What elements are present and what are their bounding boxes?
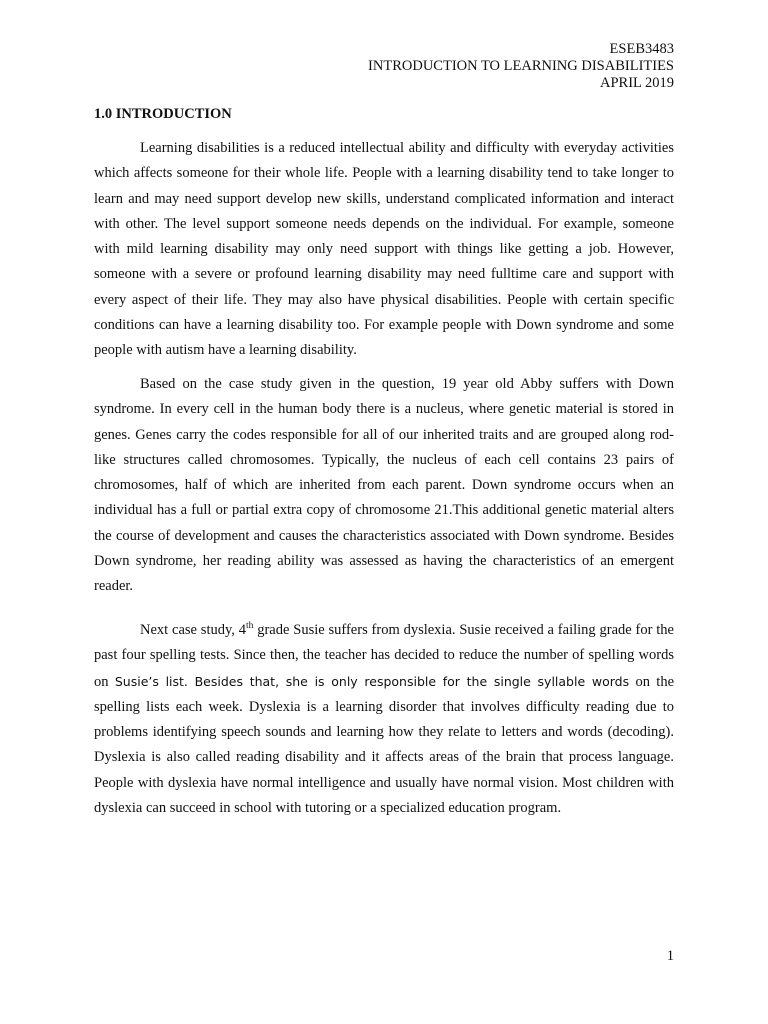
paragraph-dyslexia-part-b: Susie’s list. Besides that, she is only responsible for the single syllable words (114, 673, 630, 689)
grade-ordinal-suffix: th (246, 621, 254, 632)
page-number: 1 (666, 948, 674, 964)
paragraph-learning-disabilities: Learning disabilities is a reduced intellectual ability and difficulty with everyday activities which affects someone for their whole life. People with a learning disability tend to take longer to learn and may need support develop new skills, understand complicated information and interact with other. The level support someone needs depends on the individual. For example, someone with mild learning disability may only need support with things like getting a job. However, someone with a severe or profound learning disability may need fulltime care and support with every aspect of their life. They may also have physical disabilities. People with certain specific conditions can have a learning disability too. For example people with Down syndrome and some people with autism have a learning disability. (94, 140, 674, 359)
grade-number: 4 (238, 622, 246, 638)
paragraph-dyslexia-part-a: grade Susie suffers from dyslexia. Susie received a failing grade for the past four spelling tests. Since then, the teacher has decided to reduce the number of spelling words on (94, 622, 674, 690)
course-code: ESEB3483 (609, 41, 674, 57)
page-header (368, 41, 674, 92)
paragraph-dyslexia-part-c: on the spelling lists each week. Dyslexia is a learning disorder that involves difficulty reading due to problems identifying speech sounds and learning how they relate to letters and words (decoding). Dyslexia is also called reading disability and it affects areas of the brain that process language. People with dyslexia have normal intelligence and usually have normal vision. Most children with dyslexia can succeed in school with tutoring or a specialized education program. (94, 673, 675, 817)
paragraph-dyslexia (94, 618, 674, 821)
paragraph-dyslexia-lead: Next case study, (140, 622, 239, 638)
document-date: APRIL 2019 (600, 75, 674, 91)
paragraph-down-syndrome: Based on the case study given in the question, 19 year old Abby suffers with Down syndrome. In every cell in the human body there is a nucleus, where genetic material is stored in genes. Genes carry the codes responsible for all of our inherited traits and are grouped along rod-like structures called chromosomes. Typically, the nucleus of each cell contains 23 pairs of chromosomes, half of which are inherited from each parent. Down syndrome occurs when an individual has a full or partial extra copy of chromosome 21.This additional genetic material alters the course of development and causes the characteristics associated with Down syndrome. Besides Down syndrome, her reading ability was assessed as having the characteristics of an emergent reader. (94, 376, 674, 595)
course-title: INTRODUCTION TO LEARNING DISABILITIES (368, 58, 674, 74)
section-title: 1.0 INTRODUCTION (94, 106, 232, 122)
